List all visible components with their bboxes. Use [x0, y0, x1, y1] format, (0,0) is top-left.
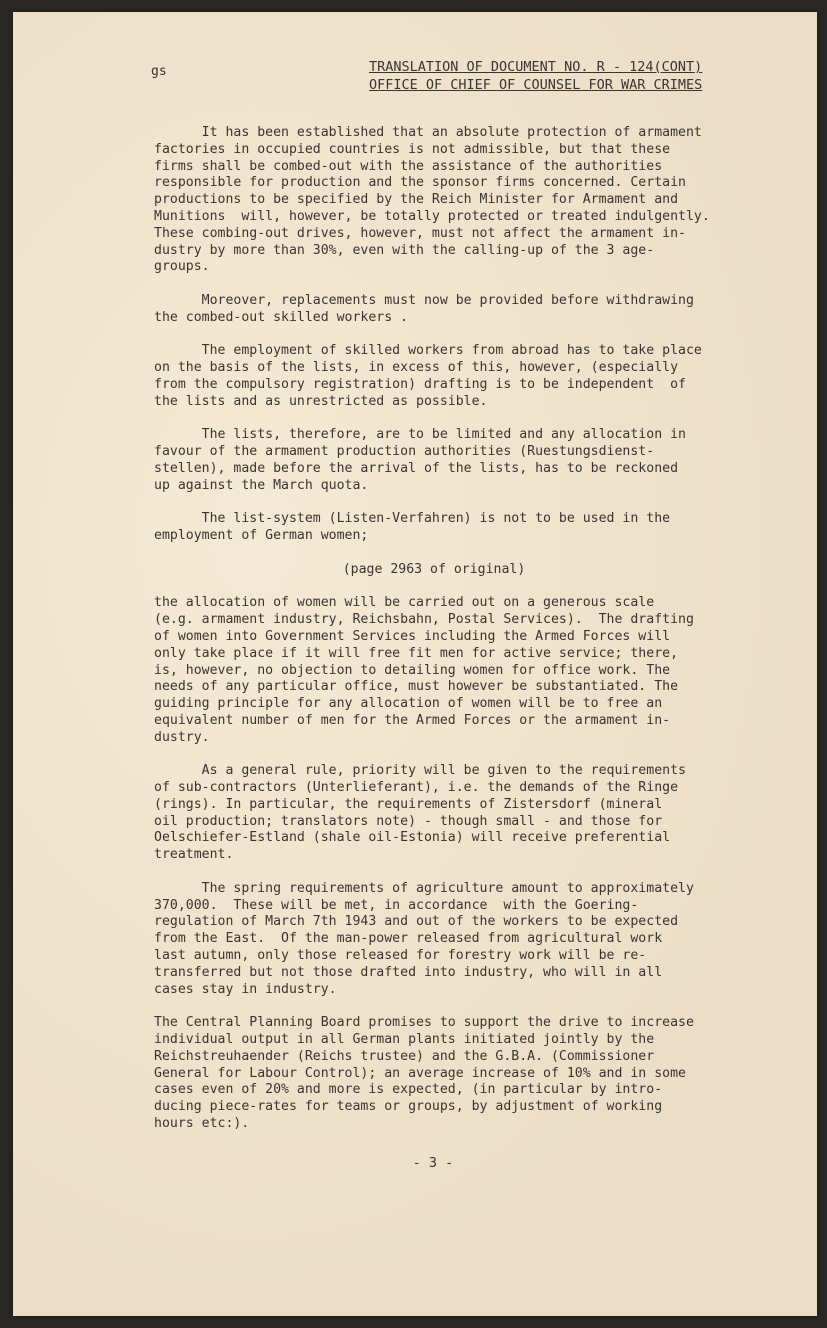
page-reference-note: (page 2963 of original)	[342, 561, 526, 577]
text-line: cases stay in industry.	[154, 981, 337, 997]
text-line: The employment of skilled workers from abroad has to take place	[154, 343, 702, 359]
text-line: productions to be specified by the Reich Minister for Armament and	[154, 192, 679, 208]
body-section-2	[154, 595, 754, 1149]
text-line: Oelschiefer-Estland (shale oil-Estonia) will receive preferential	[154, 830, 671, 846]
text-line: The list-system (Listen-Verfahren) is not to be used in the	[154, 511, 671, 527]
text-line: the lists and as unrestricted as possible.	[154, 393, 488, 409]
text-line: responsible for production and the sponsor firms concerned. Certain	[154, 175, 686, 191]
text-line: Moreover, replacements must now be provided before withdrawing	[154, 292, 694, 308]
text-line: employment of German women;	[154, 528, 369, 544]
text-line: stellen), made before the arrival of the lists, has to be reckoned	[154, 460, 679, 476]
text-line: favour of the armament production authorities (Ruestungsdienst-	[154, 444, 655, 460]
text-line: (rings). In particular, the requirements of Zistersdorf (mineral	[154, 796, 663, 812]
text-line: the allocation of women will be carried out on a generous scale	[154, 595, 655, 611]
text-line: factories in occupied countries is not admissible, but that these	[154, 141, 671, 157]
text-line: needs of any particular office, must however be substantiated. The	[154, 679, 679, 695]
text-line: 370,000. These will be met, in accordance with the Goering-	[154, 897, 639, 913]
text-line: equivalent number of men for the Armed Forces or the armament in-	[154, 712, 671, 728]
text-line: up against the March quota.	[154, 477, 369, 493]
text-line: treatment.	[154, 847, 234, 863]
text-line: Munitions will, however, be totally protected or treated indulgently.	[154, 208, 710, 224]
text-line: regulation of March 7th 1943 and out of the workers to be expected	[154, 914, 679, 930]
text-line: ducing piece-rates for teams or groups, by adjustment of working	[154, 1099, 663, 1115]
header-office: OFFICE OF CHIEF OF COUNSEL FOR WAR CRIMES	[369, 77, 703, 93]
text-line: firms shall be combed-out with the assistance of the authorities	[154, 158, 663, 174]
text-line: dustry.	[154, 729, 210, 745]
text-line: last autumn, only those released for forestry work will be re-	[154, 948, 647, 964]
text-line: As a general rule, priority will be given to the requirements	[154, 763, 686, 779]
text-line: These combing-out drives, however, must not affect the armament in-	[154, 225, 686, 241]
text-line: The lists, therefore, are to be limited and any allocation in	[154, 427, 686, 443]
paragraph	[154, 343, 754, 410]
page-number: - 3 -	[412, 1155, 454, 1171]
typist-initials: gs	[151, 64, 167, 79]
text-line: individual output in all German plants initiated jointly by the	[154, 1032, 655, 1048]
text-line: only take place if it will free fit men for active service; there,	[154, 645, 679, 661]
paragraph	[154, 125, 754, 276]
paragraph	[154, 763, 754, 864]
paragraph	[154, 293, 754, 327]
text-line: from the East. Of the man-power released from agricultural work	[154, 931, 663, 947]
text-line: oil production; translators note) - though small - and those for	[154, 813, 663, 829]
document-header	[369, 58, 702, 94]
paragraph	[154, 1015, 754, 1133]
header-title: TRANSLATION OF DOCUMENT NO. R - 124(CONT)	[369, 59, 703, 75]
text-line: the combed-out skilled workers .	[154, 309, 409, 325]
text-line: from the compulsory registration) drafting is to be independent of	[154, 376, 686, 392]
paragraph	[154, 595, 754, 746]
text-line: cases even of 20% and more is expected, (in particular by intro-	[154, 1082, 663, 1098]
text-line: transferred but not those drafted into industry, who will in all	[154, 964, 663, 980]
paragraph	[154, 881, 754, 999]
body-section-1	[154, 125, 754, 562]
text-line: of sub-contractors (Unterlieferant), i.e. the demands of the Ringe	[154, 780, 679, 796]
text-line: (e.g. armament industry, Reichsbahn, Postal Services). The drafting	[154, 612, 694, 628]
text-line: is, however, no objection to detailing women for office work. The	[154, 662, 671, 678]
text-line: guiding principle for any allocation of women will be to free an	[154, 696, 663, 712]
text-line: hours etc:).	[154, 1116, 250, 1132]
document-page	[13, 12, 817, 1316]
text-line: General for Labour Control); an average increase of 10% and in some	[154, 1065, 686, 1081]
text-line: of women into Government Services including the Armed Forces will	[154, 628, 671, 644]
text-line: The spring requirements of agriculture amount to approximately	[154, 880, 694, 896]
text-line: groups.	[154, 259, 210, 275]
paragraph	[154, 511, 754, 545]
text-line: dustry by more than 30%, even with the calling-up of the 3 age-	[154, 242, 655, 258]
text-line: Reichstreuhaender (Reichs trustee) and the G.B.A. (Commissioner	[154, 1048, 655, 1064]
text-line: on the basis of the lists, in excess of this, however, (especially	[154, 360, 679, 376]
text-line: The Central Planning Board promises to support the drive to increase	[154, 1015, 694, 1031]
text-line: It has been established that an absolute protection of armament	[154, 125, 702, 140]
document-body	[154, 125, 754, 1150]
paragraph	[154, 427, 754, 494]
